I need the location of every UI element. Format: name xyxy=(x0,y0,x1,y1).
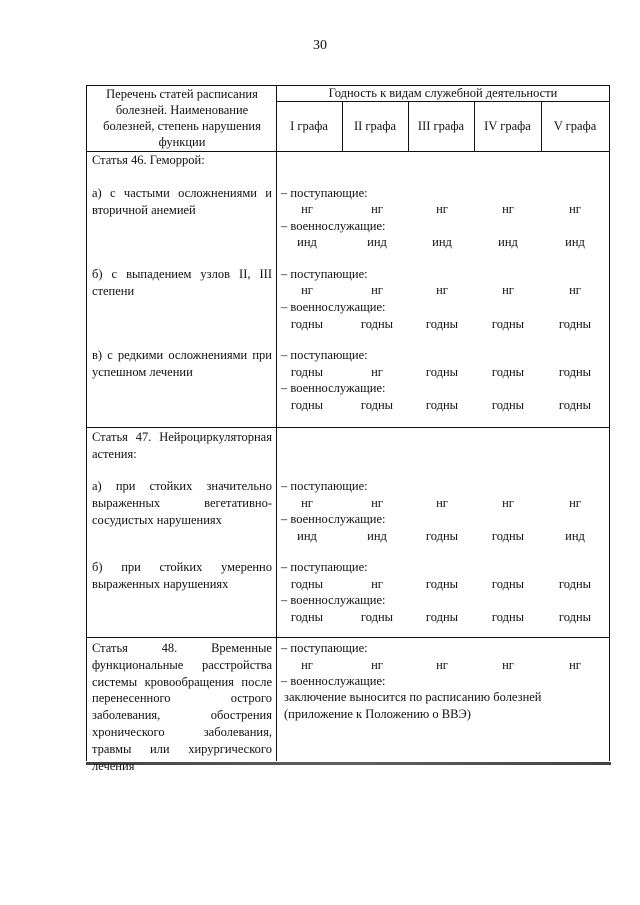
article-item-text: а) с частыми осложнениями и вторичной анемией xyxy=(92,186,272,217)
grade-cell: годны xyxy=(360,317,394,331)
servicemen-label: – военнослужащие: xyxy=(281,512,386,526)
grade-cell: нг xyxy=(502,658,514,672)
grade-cell: годны xyxy=(558,317,592,331)
entrants-label: – поступающие: xyxy=(281,641,368,655)
article-item-text: а) при стойких значительно выраженных вегетативно-сосудистых нарушениях xyxy=(92,479,272,527)
servicemen-label: – военнослужащие: xyxy=(281,300,386,314)
grade-cell: нг xyxy=(301,496,313,510)
grade-cell: нг xyxy=(301,283,313,297)
grade-cell: нг xyxy=(569,496,581,510)
grade-cell: годны xyxy=(425,317,459,331)
grade-cell: нг xyxy=(569,283,581,297)
grade-cell: годны xyxy=(425,529,459,543)
entrants-label: – поступающие: xyxy=(281,348,368,362)
grade-cell: годны xyxy=(425,365,459,379)
grade-cell: годны xyxy=(425,398,459,412)
article-item-text: в) с редкими осложнениями при успешном лечении xyxy=(92,348,272,379)
grade-cell: годны xyxy=(491,610,525,624)
grade-cell: нг xyxy=(301,202,313,216)
servicemen-label: – военнослужащие: xyxy=(281,381,386,395)
grade-cell: нг xyxy=(301,658,313,672)
header-column-3: III графа xyxy=(417,119,465,133)
grade-cell: инд xyxy=(565,235,585,249)
entrants-label: – поступающие: xyxy=(281,560,368,574)
grade-cell: годны xyxy=(558,610,592,624)
grade-cell: годны xyxy=(290,610,324,624)
grade-cell: годны xyxy=(290,398,324,412)
grade-cell: годны xyxy=(558,365,592,379)
servicemen-label: – военнослужащие: xyxy=(281,593,386,607)
table-left-border xyxy=(86,85,87,761)
grade-cell: годны xyxy=(360,610,394,624)
grade-cell: нг xyxy=(436,283,448,297)
article-item-text: б) при стойких умеренно выраженных нарушениях xyxy=(92,560,272,591)
article-title: Статья 46. Геморрой: xyxy=(92,153,205,167)
grade-cell: годны xyxy=(558,577,592,591)
grade-cell: нг xyxy=(569,658,581,672)
grade-cell: годны xyxy=(425,577,459,591)
grade-cell: инд xyxy=(432,235,452,249)
grade-cell: годны xyxy=(491,365,525,379)
header-column-4: IV графа xyxy=(484,119,531,133)
grade-cell: годны xyxy=(290,577,324,591)
article-item-text: б) с выпадением узлов II, III степени xyxy=(92,267,272,298)
grade-cell: инд xyxy=(498,235,518,249)
grade-cell: нг xyxy=(371,283,383,297)
grade-cell: нг xyxy=(502,496,514,510)
grade-cell: инд xyxy=(297,235,317,249)
servicemen-label: – военнослужащие: xyxy=(281,219,386,233)
grade-cell: нг xyxy=(502,202,514,216)
grade-cell: нг xyxy=(436,658,448,672)
grade-cell: нг xyxy=(569,202,581,216)
row-divider xyxy=(86,427,610,428)
grade-cell: годны xyxy=(491,529,525,543)
page-number: 30 xyxy=(313,38,327,53)
servicemen-label: – военнослужащие: xyxy=(281,674,386,688)
grade-cell: инд xyxy=(367,529,387,543)
grade-cell: годны xyxy=(491,398,525,412)
grade-cell: инд xyxy=(297,529,317,543)
entrants-label: – поступающие: xyxy=(281,186,368,200)
grade-cell: годны xyxy=(290,365,324,379)
article-title: Статья 48. Временные функциональные расстройства системы кровообращения после перенесенного острого заболевания, обострения хронического заболевания, травмы или хирургического лечения xyxy=(92,641,272,773)
entrants-label: – поступающие: xyxy=(281,479,368,493)
grade-cell: нг xyxy=(436,202,448,216)
servicemen-conclusion-note: заключение выносится по расписанию болезней (приложение к Положению о ВВЭ) xyxy=(284,690,542,721)
header-column-1: I графа xyxy=(290,119,328,133)
header-right-title-divider xyxy=(276,101,610,102)
grade-cell: годны xyxy=(290,317,324,331)
grade-cell: нг xyxy=(502,283,514,297)
grade-cell: инд xyxy=(367,235,387,249)
header-left-cell: Перечень статей расписания болезней. Наименование болезней, степень нарушения функции xyxy=(103,87,261,149)
article-title: Статья 47. Нейроциркуляторная астения: xyxy=(92,430,272,461)
row-divider xyxy=(86,637,610,638)
entrants-label: – поступающие: xyxy=(281,267,368,281)
grade-cell: нг xyxy=(371,658,383,672)
grade-cell: годны xyxy=(558,398,592,412)
header-right-title: Годность к видам служебной деятельности xyxy=(328,86,558,100)
grade-cell: нг xyxy=(371,577,383,591)
grade-cell: годны xyxy=(425,610,459,624)
header-column-5: V графа xyxy=(553,119,597,133)
grade-cell: годны xyxy=(491,577,525,591)
grade-cell: нг xyxy=(436,496,448,510)
grade-cell: нг xyxy=(371,365,383,379)
grade-cell: годны xyxy=(360,398,394,412)
grade-cell: годны xyxy=(491,317,525,331)
table-right-border xyxy=(609,85,610,761)
grade-cell: инд xyxy=(565,529,585,543)
header-column-2: II графа xyxy=(353,119,397,133)
grade-cell: нг xyxy=(371,496,383,510)
grade-cell: нг xyxy=(371,202,383,216)
